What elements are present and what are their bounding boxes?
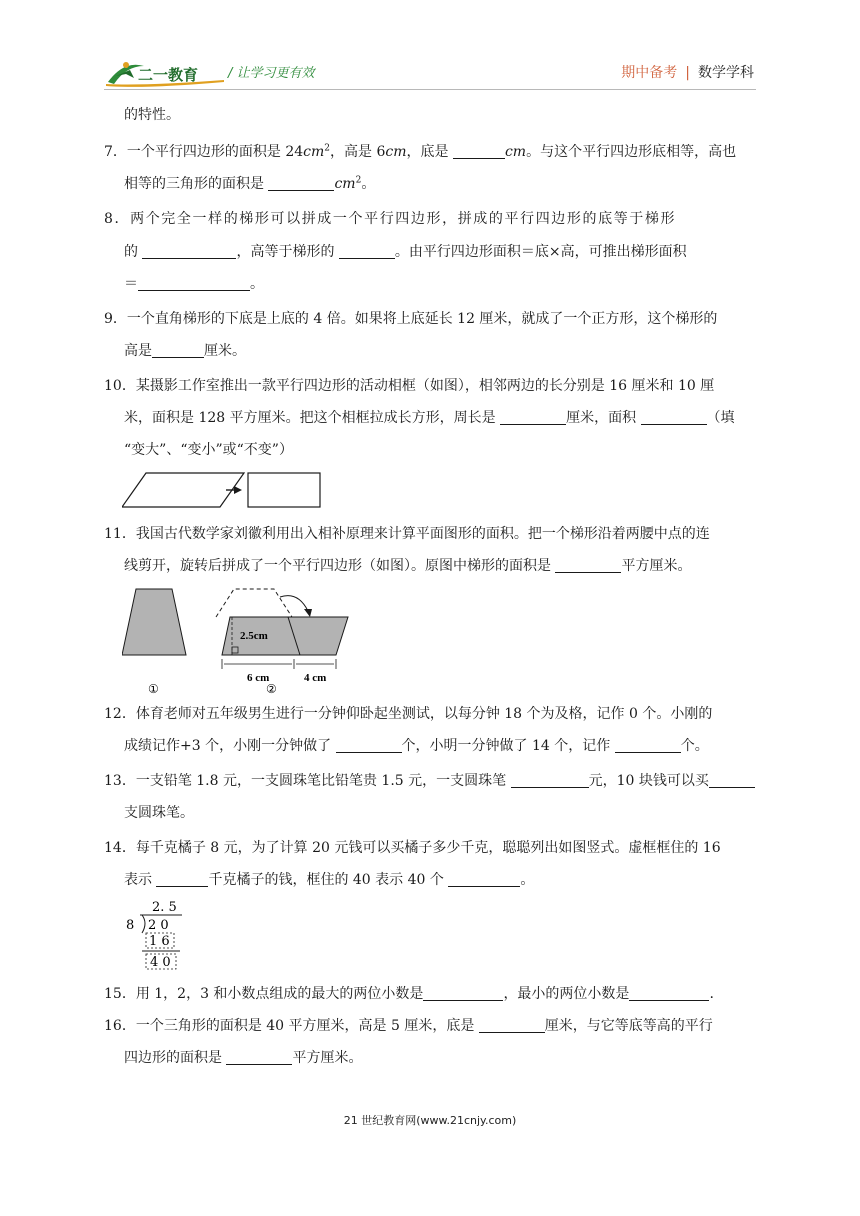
partial-product: 1 6: [149, 934, 170, 949]
answer-blank[interactable]: [555, 556, 621, 573]
question-11-line-1: 11．我国古代数学家刘徽利用出入相补原理来计算平面图形的面积。把一个梯形沿着两腰中点的连: [104, 526, 710, 542]
question-10-line-3: “变大”、“变小”或“不变”）: [124, 442, 293, 458]
answer-blank[interactable]: [423, 984, 503, 1001]
answer-blank[interactable]: [448, 870, 520, 887]
exam-label: 期中备考: [621, 65, 678, 81]
answer-blank[interactable]: [152, 341, 204, 358]
answer-blank[interactable]: [511, 771, 589, 788]
line-0: 的特性。: [124, 107, 180, 123]
question-content: [104, 98, 758, 1073]
answer-blank[interactable]: [336, 736, 402, 753]
page-header: [0, 0, 860, 100]
answer-blank[interactable]: [138, 274, 250, 291]
figure-14-long-division: [122, 897, 202, 977]
logo-text: 二一教育: [138, 66, 199, 84]
question-16-line-2: 四边形的面积是 平方厘米。: [124, 1050, 363, 1066]
question-16-line-1: 16．一个三角形的面积是 40 平方厘米，高是 5 厘米，底是 厘米，与它等底等高的平行: [104, 1018, 713, 1034]
figure-10-parallelogram-to-rectangle: [122, 469, 362, 513]
width-label-2: 4 cm: [304, 672, 327, 684]
question-15: 15．用 1，2，3 和小数点组成的最大的两位小数是 ，最小的两位小数是 .: [104, 986, 714, 1002]
height-label: 2.5cm: [240, 630, 268, 642]
question-8-line-2: 的 ，高等于梯形的 。由平行四边形面积＝底×高，可推出梯形面积: [124, 244, 687, 260]
answer-blank[interactable]: [156, 870, 208, 887]
answer-blank[interactable]: [615, 736, 681, 753]
header-separator: |: [685, 65, 690, 81]
figure-marker-1: ①: [148, 682, 159, 695]
answer-blank[interactable]: [226, 1048, 292, 1065]
answer-blank[interactable]: [629, 984, 709, 1001]
question-14-line-2: 表示 千克橘子的钱，框住的 40 表示 40 个 。: [124, 872, 535, 888]
answer-blank[interactable]: [268, 174, 334, 191]
question-10-line-1: 10．某摄影工作室推出一款平行四边形的活动相框（如图），相邻两边的长分别是 16 厘米和 10 厘: [104, 378, 715, 394]
subject-label: 数学学科: [698, 65, 754, 81]
question-8-line-3: ＝ 。: [124, 276, 264, 292]
question-12-line-2: 成绩记作+3 个，小刚一分钟做了 个，小明一分钟做了 14 个，记作 个。: [124, 738, 709, 754]
slogan: / 让学习更有效: [228, 66, 315, 81]
question-12-line-1: 12．体育老师对五年级男生进行一分钟仰卧起坐测试，以每分钟 18 个为及格，记作 0 个。小刚的: [104, 706, 713, 722]
question-13-line-2: 支圆珠笔。: [124, 805, 194, 821]
question-7-line-1: 7．一个平行四边形的面积是 $24cm^2$，高是 6cm，底是 cm。与这个平行四边形底相等，高也: [104, 143, 737, 160]
quotient: 2. 5: [152, 900, 177, 915]
dividend: 2 0: [148, 918, 169, 933]
figure-11-trapezoid: [122, 585, 382, 695]
figure-marker-2: ②: [266, 682, 277, 695]
answer-blank[interactable]: [500, 408, 566, 425]
page-footer: 21 世纪教育网(www.21cnjy.com): [343, 1114, 517, 1127]
width-label-1: 6 cm: [247, 672, 270, 684]
answer-blank[interactable]: [709, 771, 755, 788]
header-subject: [621, 62, 754, 82]
question-8-line-1: 8．两个完全一样的梯形可以拼成一个平行四边形，拼成的平行四边形的底等于梯形: [104, 211, 677, 227]
question-9-line-1: 9．一个直角梯形的下底是上底的 4 倍。如果将上底延长 12 厘米，就成了一个正方形，这个梯形的: [104, 311, 718, 327]
answer-blank[interactable]: [339, 242, 395, 259]
answer-blank[interactable]: [142, 242, 236, 259]
question-7-line-2: 相等的三角形的面积是 $cm^2$。: [124, 175, 376, 192]
question-9-line-2: 高是 厘米。: [124, 343, 246, 359]
answer-blank[interactable]: [453, 142, 505, 159]
divisor: 8: [126, 918, 135, 933]
header-divider: [104, 89, 756, 90]
question-11-line-2: 线剪开，旋转后拼成了一个平行四边形（如图）。原图中梯形的面积是 平方厘米。: [124, 558, 692, 574]
remainder: 4 0: [150, 955, 171, 970]
answer-blank[interactable]: [479, 1016, 545, 1033]
answer-blank[interactable]: [641, 408, 707, 425]
question-14-line-1: 14．每千克橘子 8 元，为了计算 20 元钱可以买橘子多少千克，聪聪列出如图竖式。虚框框住的 16: [104, 840, 721, 856]
question-13-line-1: 13．一支铅笔 1.8 元，一支圆珠笔比铅笔贵 1.5 元，一支圆珠笔 元，10 块钱可以买: [104, 766, 758, 796]
question-10-line-2: 米，面积是 128 平方厘米。把这个相框拉成长方形，周长是 厘米，面积 （填: [124, 410, 735, 426]
